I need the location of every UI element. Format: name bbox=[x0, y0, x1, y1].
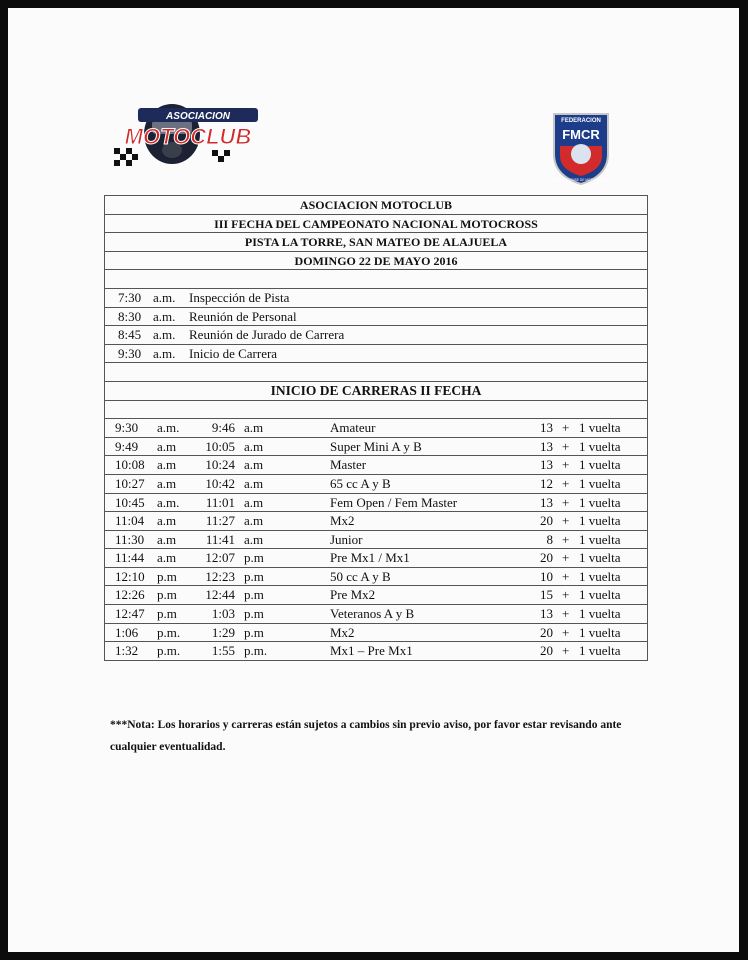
race-start-time: 11:04 bbox=[115, 513, 145, 529]
race-end-time: 1:03 bbox=[211, 606, 235, 622]
race-start-time: 12:26 bbox=[115, 587, 145, 603]
race-category: Veteranos A y B bbox=[330, 606, 415, 622]
race-laps: 10 bbox=[540, 568, 553, 584]
race-row bbox=[105, 494, 647, 513]
race-plus: + bbox=[562, 624, 570, 640]
race-start-ampm: a.m bbox=[157, 438, 177, 454]
race-extra-lap: 1 vuelta bbox=[579, 550, 621, 566]
schedule-row bbox=[105, 308, 647, 327]
race-end-ampm: p.m bbox=[244, 606, 264, 622]
race-laps: 13 bbox=[540, 438, 553, 454]
race-row bbox=[105, 475, 647, 494]
race-start-time: 1:32 bbox=[115, 643, 139, 659]
race-end-time: 12:23 bbox=[205, 568, 235, 584]
race-extra-lap: 1 vuelta bbox=[579, 587, 621, 603]
race-end-time: 12:44 bbox=[205, 587, 235, 603]
race-start-ampm: p.m bbox=[157, 606, 177, 622]
race-start-time: 11:44 bbox=[115, 550, 145, 566]
race-extra-lap: 1 vuelta bbox=[579, 531, 621, 547]
race-row bbox=[105, 438, 647, 457]
race-category: Mx1 – Pre Mx1 bbox=[330, 643, 413, 659]
race-plus: + bbox=[562, 606, 570, 622]
race-start-ampm: p.m bbox=[157, 568, 177, 584]
race-category: Junior bbox=[330, 531, 363, 547]
header-row: PISTA LA TORRE, SAN MATEO DE ALAJUELA bbox=[105, 233, 647, 252]
race-row bbox=[105, 642, 647, 661]
race-row bbox=[105, 419, 647, 438]
race-end-time: 9:46 bbox=[211, 420, 235, 436]
race-laps: 13 bbox=[540, 420, 553, 436]
race-laps: 12 bbox=[540, 475, 553, 491]
race-start-ampm: a.m. bbox=[157, 494, 180, 510]
race-row bbox=[105, 568, 647, 587]
race-start-ampm: p.m bbox=[157, 587, 177, 603]
schedule-ampm: a.m. bbox=[153, 289, 176, 305]
race-extra-lap: 1 vuelta bbox=[579, 420, 621, 436]
schedule-time: 8:45 bbox=[118, 327, 142, 343]
race-category: Amateur bbox=[330, 420, 376, 436]
schedule-event: Inicio de Carrera bbox=[189, 345, 278, 361]
race-plus: + bbox=[562, 643, 570, 659]
header-row: ASOCIACION MOTOCLUB bbox=[105, 196, 647, 215]
race-start-time: 11:30 bbox=[115, 531, 145, 547]
race-laps: 15 bbox=[540, 587, 553, 603]
race-end-time: 12:07 bbox=[205, 550, 235, 566]
race-end-time: 11:41 bbox=[205, 531, 235, 547]
race-start-time: 10:08 bbox=[115, 457, 145, 473]
schedule-event: Reunión de Personal bbox=[189, 308, 297, 324]
svg-text:MOTOCLUB: MOTOCLUB bbox=[124, 124, 252, 149]
race-category: Master bbox=[330, 457, 367, 473]
race-end-ampm: a.m bbox=[244, 457, 264, 473]
race-laps: 20 bbox=[540, 624, 553, 640]
race-laps: 20 bbox=[540, 643, 553, 659]
race-extra-lap: 1 vuelta bbox=[579, 568, 621, 584]
race-category: Pre Mx1 / Mx1 bbox=[330, 550, 410, 566]
race-end-time: 10:42 bbox=[205, 475, 235, 491]
race-plus: + bbox=[562, 531, 570, 547]
schedule-row bbox=[105, 289, 647, 308]
race-category: Fem Open / Fem Master bbox=[330, 494, 458, 510]
race-extra-lap: 1 vuelta bbox=[579, 494, 621, 510]
schedule-ampm: a.m. bbox=[153, 308, 176, 324]
race-row bbox=[105, 624, 647, 643]
race-end-ampm: p.m bbox=[244, 624, 264, 640]
race-plus: + bbox=[562, 513, 570, 529]
race-extra-lap: 1 vuelta bbox=[579, 513, 621, 529]
race-start-time: 10:27 bbox=[115, 475, 145, 491]
race-end-time: 11:01 bbox=[205, 494, 235, 510]
header-row: III FECHA DEL CAMPEONATO NACIONAL MOTOCROSS bbox=[105, 215, 647, 234]
schedule-event: Reunión de Jurado de Carrera bbox=[189, 327, 345, 343]
race-end-ampm: a.m bbox=[244, 438, 264, 454]
race-extra-lap: 1 vuelta bbox=[579, 624, 621, 640]
motoclub-logo bbox=[112, 98, 262, 172]
race-end-ampm: p.m bbox=[244, 587, 264, 603]
race-laps: 20 bbox=[540, 550, 553, 566]
race-rows bbox=[105, 419, 647, 661]
schedule-row bbox=[105, 345, 647, 364]
race-category: Mx2 bbox=[330, 513, 355, 529]
race-end-ampm: p.m. bbox=[244, 643, 268, 659]
race-end-time: 1:29 bbox=[211, 624, 235, 640]
race-end-ampm: a.m bbox=[244, 513, 264, 529]
race-extra-lap: 1 vuelta bbox=[579, 457, 621, 473]
race-extra-lap: 1 vuelta bbox=[579, 438, 621, 454]
race-start-ampm: a.m bbox=[157, 457, 177, 473]
schedule-ampm: a.m. bbox=[153, 345, 176, 361]
race-end-ampm: a.m bbox=[244, 420, 264, 436]
document-page bbox=[8, 8, 739, 952]
schedule-row bbox=[105, 326, 647, 345]
race-end-ampm: p.m bbox=[244, 550, 264, 566]
race-plus: + bbox=[562, 475, 570, 491]
race-end-ampm: p.m bbox=[244, 568, 264, 584]
empty-row bbox=[105, 363, 647, 382]
race-end-ampm: a.m bbox=[244, 475, 264, 491]
race-end-ampm: a.m bbox=[244, 494, 264, 510]
svg-text:ASOCIACION: ASOCIACION bbox=[166, 111, 230, 122]
race-category: Mx2 bbox=[330, 624, 355, 640]
race-start-ampm: p.m. bbox=[157, 643, 181, 659]
race-start-ampm: a.m bbox=[157, 475, 177, 491]
race-start-ampm: a.m bbox=[157, 550, 177, 566]
schedule-time: 7:30 bbox=[118, 289, 142, 305]
fmcr-federation-logo bbox=[548, 106, 614, 186]
race-row bbox=[105, 531, 647, 550]
race-start-time: 9:49 bbox=[115, 438, 139, 454]
race-category: Pre Mx2 bbox=[330, 587, 376, 603]
race-start-time: 9:30 bbox=[115, 420, 139, 436]
disclaimer-note: ***Nota: Los horarios y carreras están sujetos a cambios sin previo aviso, por favor estar revisando ante cualquier eventualidad. bbox=[110, 719, 622, 753]
schedule-time: 9:30 bbox=[118, 345, 142, 361]
race-end-time: 11:27 bbox=[205, 513, 235, 529]
race-row bbox=[105, 605, 647, 624]
race-end-time: 1:55 bbox=[211, 643, 235, 659]
race-plus: + bbox=[562, 568, 570, 584]
race-start-time: 12:10 bbox=[115, 568, 145, 584]
schedule-event: Inspección de Pista bbox=[189, 289, 290, 305]
race-row bbox=[105, 456, 647, 475]
header-row: DOMINGO 22 DE MAYO 2016 bbox=[105, 252, 647, 271]
race-end-time: 10:24 bbox=[205, 457, 235, 473]
race-start-time: 10:45 bbox=[115, 494, 145, 510]
race-laps: 13 bbox=[540, 494, 553, 510]
race-extra-lap: 1 vuelta bbox=[579, 606, 621, 622]
race-end-ampm: a.m bbox=[244, 531, 264, 547]
race-laps: 20 bbox=[540, 513, 553, 529]
svg-text:COSTARRICENSE DE MOTOCICLISMO: COSTARRICENSE DE MOTOCICLISMO bbox=[551, 178, 611, 182]
race-start-time: 12:47 bbox=[115, 606, 145, 622]
race-extra-lap: 1 vuelta bbox=[579, 643, 621, 659]
race-start-ampm: a.m bbox=[157, 531, 177, 547]
race-plus: + bbox=[562, 457, 570, 473]
empty-row bbox=[105, 270, 647, 289]
race-schedule-table bbox=[104, 195, 648, 661]
race-plus: + bbox=[562, 587, 570, 603]
race-start-ampm: p.m. bbox=[157, 624, 181, 640]
race-category: 50 cc A y B bbox=[330, 568, 391, 584]
svg-text:FMCR: FMCR bbox=[562, 127, 600, 142]
schedule-time: 8:30 bbox=[118, 308, 142, 324]
race-plus: + bbox=[562, 420, 570, 436]
race-laps: 13 bbox=[540, 457, 553, 473]
schedule-ampm: a.m. bbox=[153, 327, 176, 343]
race-row bbox=[105, 549, 647, 568]
race-start-ampm: a.m bbox=[157, 513, 177, 529]
race-start-ampm: a.m. bbox=[157, 420, 180, 436]
section-title: INICIO DE CARRERAS II FECHA bbox=[105, 382, 647, 401]
race-end-time: 10:05 bbox=[205, 438, 235, 454]
race-extra-lap: 1 vuelta bbox=[579, 475, 621, 491]
wheel-icon bbox=[571, 144, 591, 164]
race-laps: 13 bbox=[540, 606, 553, 622]
race-laps: 8 bbox=[546, 531, 553, 547]
race-plus: + bbox=[562, 494, 570, 510]
race-plus: + bbox=[562, 550, 570, 566]
race-category: 65 cc A y B bbox=[330, 475, 391, 491]
race-start-time: 1:06 bbox=[115, 624, 139, 640]
race-category: Super Mini A y B bbox=[330, 438, 422, 454]
empty-row bbox=[105, 401, 647, 420]
svg-text:FEDERACION: FEDERACION bbox=[561, 118, 601, 124]
race-plus: + bbox=[562, 438, 570, 454]
race-row bbox=[105, 586, 647, 605]
race-row bbox=[105, 512, 647, 531]
